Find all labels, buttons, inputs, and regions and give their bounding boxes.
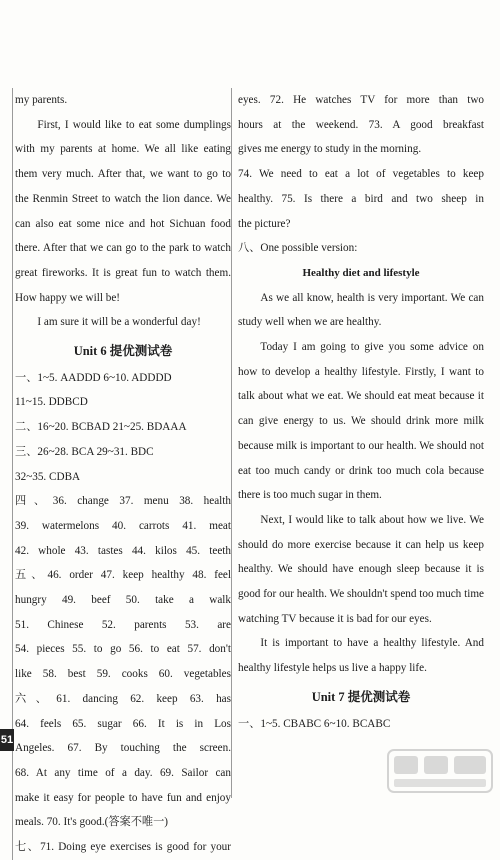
answer-line: 39. watermelons 40. carrots 41. meat: [15, 519, 231, 532]
answer-line: eyes. 72. He watches TV for more than two: [238, 94, 484, 106]
answer-line: 51. Chinese 52. parents 53. are: [15, 618, 231, 631]
left-text-p2: I am sure it will be a wonderful day!: [37, 316, 201, 329]
essay-paragraph: As we all know, health is very important. We can study well when we are healthy.: [238, 291, 484, 329]
unit7-title: Unit 7 提优测试卷: [311, 689, 411, 704]
essay-paragraph: It is important to have a healthy lifestyle. And healthy lifestyle helps us live a happy life.: [238, 637, 484, 675]
answer-line: 四、36. change 37. menu 38. health: [15, 495, 231, 508]
answer-line: hours at the weekend. 73. A good breakfast: [238, 118, 484, 131]
answer-line: 42. whole 43. tastes 44. kilos 45. teeth: [15, 544, 231, 557]
essay-title: Healthy diet and lifestyle: [302, 266, 420, 279]
answer-line: gives me energy to study in the morning.: [238, 143, 422, 156]
essay-paragraph: Next, I would like to talk about how we live. We should do more exercise because it can help us keep healthy. We should have enough sleep because it is good for our health. We shouldn't spend too much time watching TV because it is bad for our eyes.: [238, 513, 484, 625]
answer-line: like 58. best 59. cooks 60. vegetables: [15, 668, 231, 681]
answer-line: 六、61. dancing 62. keep 63. has: [15, 692, 231, 705]
left-text-p1: First, I would like to eat some dumplings with my parents at home. We all like eating them very much. After that, we want to go to the Renmin Street to watch the lion dance. We can also eat some nice and hot Sichuan food there. After that we can go to the park to watch great fireworks. It is great fun to watch them. How happy we will be!: [15, 118, 231, 304]
left-column: [12, 88, 231, 860]
answer-line: 32~35. CDBA: [15, 470, 81, 483]
answer-line: 七、71. Doing eye exercises is good for your: [15, 841, 231, 854]
answer-line: hungry 49. beef 50. take a walk: [15, 594, 231, 607]
answer-line: the picture?: [238, 217, 291, 230]
answer-line: 68. At any time of a day. 69. Sailor can: [15, 766, 231, 779]
answer-line: healthy. 75. Is there a bird and two sheep in: [238, 192, 484, 205]
page-number: 51: [0, 729, 14, 751]
answer-line: 一、1~5. AADDD 6~10. ADDDD: [15, 371, 172, 384]
answer-line: 11~15. DDBCD: [15, 396, 88, 409]
answer-line: 五、46. order 47. keep healthy 48. feel: [15, 569, 231, 582]
answer-line: 54. pieces 55. to go 56. to eat 57. don't: [15, 643, 231, 656]
answer-line: 八、One possible version:: [238, 242, 358, 255]
column-divider: [231, 88, 232, 798]
answer-line: 二、16~20. BCBAD 21~25. BDAAA: [15, 421, 187, 434]
left-text-p0: my parents.: [15, 94, 68, 106]
answer-line: 三、26~28. BCA 29~31. BDC: [15, 445, 154, 458]
answer-line: 74. We need to eat a lot of vegetables to keep: [238, 168, 484, 181]
answer-line: meals. 70. It's good.(答案不唯一): [15, 816, 169, 829]
unit6-answers: [15, 366, 231, 860]
watermark-logo: [386, 748, 494, 794]
answer-line: 64. feels 65. sugar 66. It is in Los: [15, 717, 231, 730]
unit6-title: Unit 6 提优测试卷: [73, 344, 173, 359]
answer-line: Angeles. 67. By touching the screen.: [15, 742, 231, 755]
essay-paragraph: Today I am going to give you some advice on how to develop a healthy lifestyle. Firstly, I want to talk about what we eat. We should eat meat because it can give energy to us. We should drink more milk because milk is important to our health. We should not eat too much candy or drink too much cola because there is too much sugar in them.: [238, 341, 484, 502]
right-column: [238, 88, 484, 736]
answer-line: make it easy for people to have fun and enjoy: [15, 791, 231, 804]
answer-line: 一、1~5. CBABC 6~10. BCABC: [238, 717, 391, 730]
